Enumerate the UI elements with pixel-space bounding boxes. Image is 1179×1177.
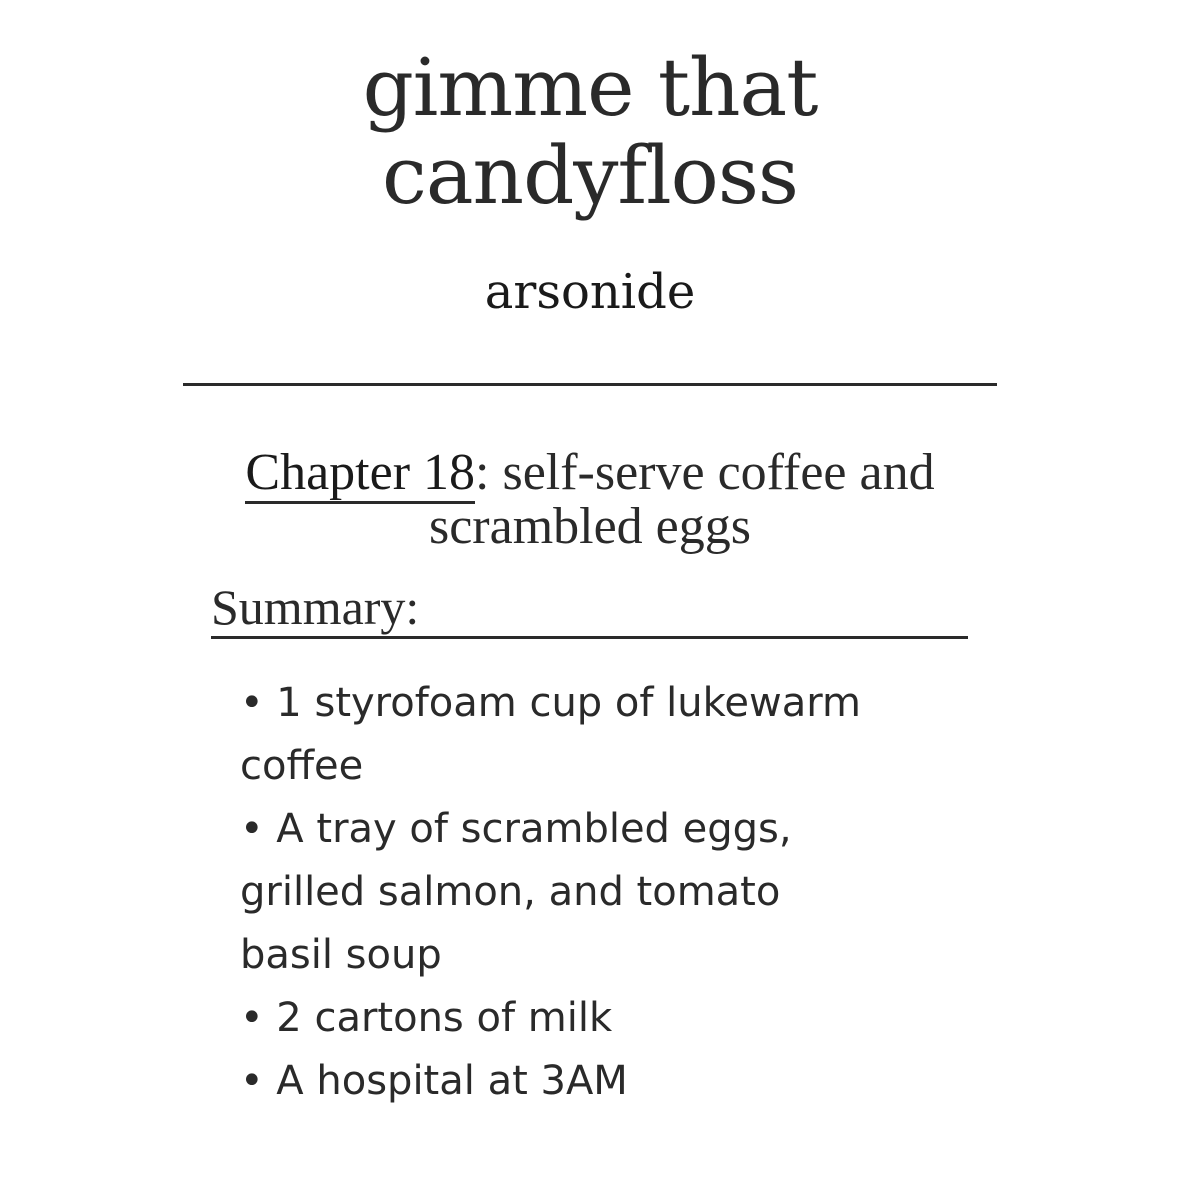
divider bbox=[183, 383, 997, 386]
chapter-separator: : bbox=[475, 444, 503, 501]
summary-heading: Summary: bbox=[211, 580, 968, 639]
summary-line: • 2 cartons of milk bbox=[240, 995, 613, 1041]
work-title: gimme that candyfloss bbox=[362, 41, 818, 222]
summary-body bbox=[240, 672, 960, 1113]
chapter-heading bbox=[200, 446, 980, 554]
chapter-title: self-serve coffee and scrambled eggs bbox=[428, 444, 935, 555]
summary-line: • A tray of scrambled eggs, bbox=[240, 806, 792, 852]
summary-line: • A hospital at 3AM bbox=[240, 1058, 628, 1104]
summary-line: grilled salmon, and tomato bbox=[240, 869, 781, 915]
summary-line: basil soup bbox=[240, 932, 442, 978]
summary-line: coffee bbox=[240, 743, 364, 789]
author-name: arsonide bbox=[484, 264, 696, 320]
summary-line: • 1 styrofoam cup of lukewarm bbox=[240, 680, 861, 726]
chapter-number-link[interactable]: Chapter 18 bbox=[245, 444, 475, 504]
